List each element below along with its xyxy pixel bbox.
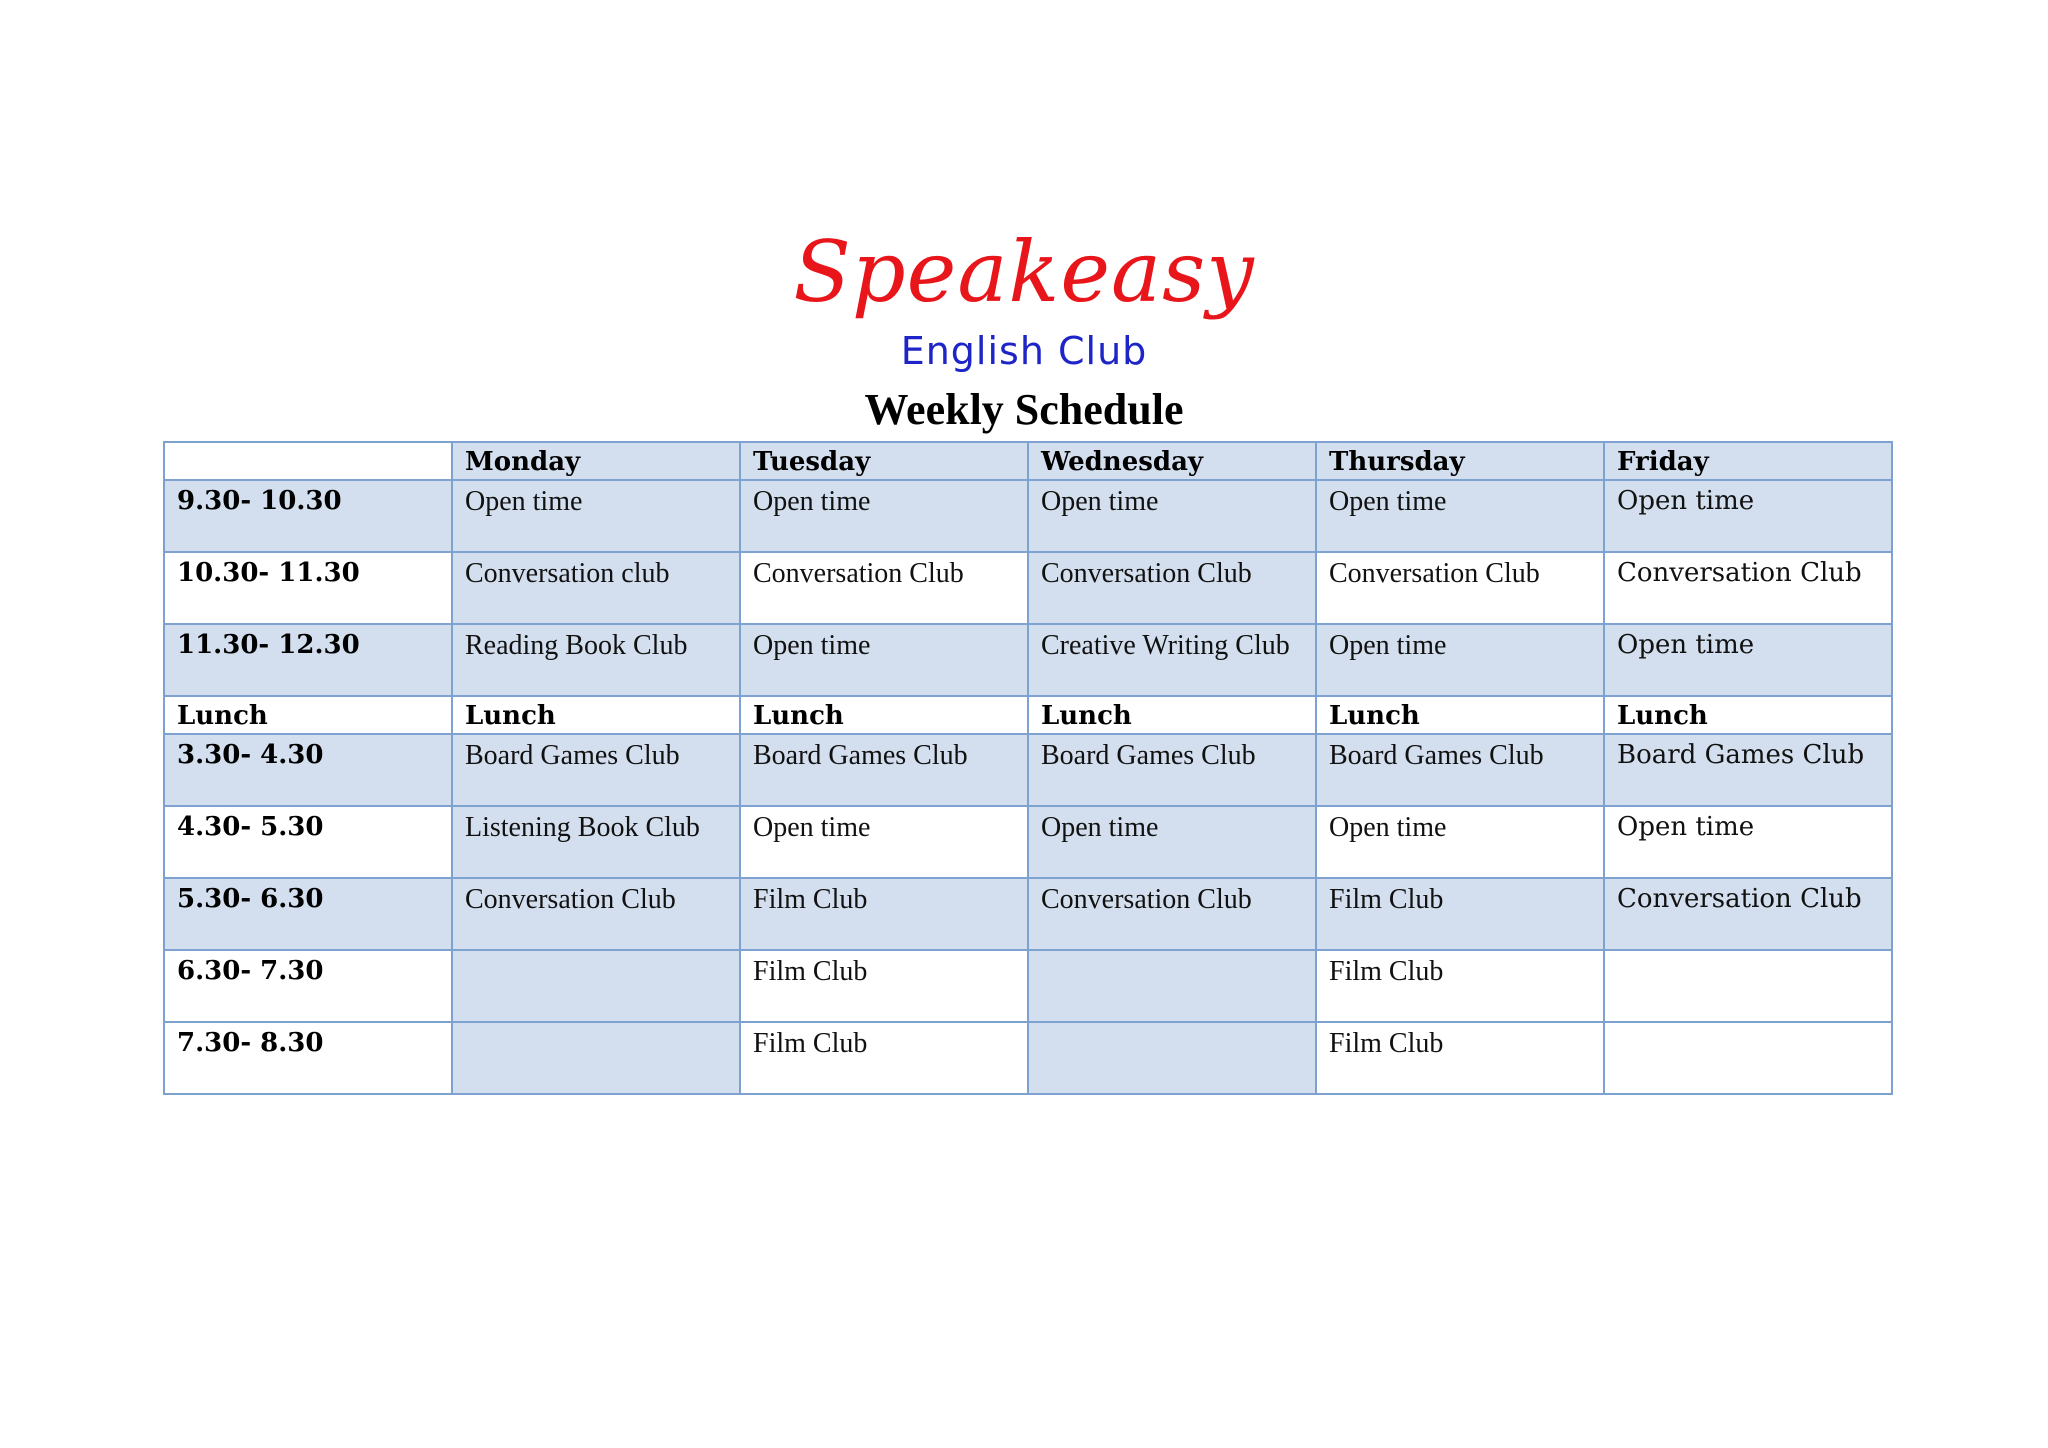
header-monday: Monday xyxy=(452,442,740,480)
activity-cell: Board Games Club xyxy=(740,734,1028,806)
activity-cell xyxy=(1028,1022,1316,1094)
activity-cell: Film Club xyxy=(1316,878,1604,950)
activity-cell: Board Games Club xyxy=(1316,734,1604,806)
lunch-cell: Lunch xyxy=(452,696,740,734)
activity-cell: Open time xyxy=(740,480,1028,552)
header-corner xyxy=(164,442,452,480)
activity-cell: Film Club xyxy=(740,950,1028,1022)
table-row xyxy=(164,624,1892,696)
activity-cell: Open time xyxy=(1028,480,1316,552)
activity-cell: Conversation Club xyxy=(452,878,740,950)
lunch-cell: Lunch xyxy=(740,696,1028,734)
table-row xyxy=(164,806,1892,878)
time-cell: 4.30- 5.30 xyxy=(164,806,452,878)
lunch-cell: Lunch xyxy=(1028,696,1316,734)
lunch-cell: Lunch xyxy=(1316,696,1604,734)
activity-cell: Open time xyxy=(452,480,740,552)
table-row xyxy=(164,734,1892,806)
header-tuesday: Tuesday xyxy=(740,442,1028,480)
activity-cell xyxy=(452,1022,740,1094)
activity-cell: Open time xyxy=(740,806,1028,878)
activity-cell: Conversation Club xyxy=(1604,552,1892,624)
activity-cell xyxy=(452,950,740,1022)
table-row xyxy=(164,1022,1892,1094)
activity-cell: Conversation Club xyxy=(1604,878,1892,950)
activity-cell: Conversation Club xyxy=(1028,552,1316,624)
lunch-cell: Lunch xyxy=(1604,696,1892,734)
lunch-cell: Lunch xyxy=(164,696,452,734)
activity-cell: Conversation Club xyxy=(1028,878,1316,950)
table-row xyxy=(164,878,1892,950)
brand-subtitle: English Club xyxy=(900,329,1148,373)
time-cell: 9.30- 10.30 xyxy=(164,480,452,552)
activity-cell: Listening Book Club xyxy=(452,806,740,878)
activity-cell: Film Club xyxy=(740,878,1028,950)
activity-cell: Conversation Club xyxy=(740,552,1028,624)
activity-cell: Film Club xyxy=(1316,1022,1604,1094)
activity-cell: Open time xyxy=(1604,480,1892,552)
activity-cell: Board Games Club xyxy=(452,734,740,806)
table-row xyxy=(164,950,1892,1022)
schedule-table xyxy=(163,441,1893,1095)
activity-cell: Reading Book Club xyxy=(452,624,740,696)
activity-cell: Open time xyxy=(1316,480,1604,552)
activity-cell: Open time xyxy=(1316,806,1604,878)
activity-cell xyxy=(1028,950,1316,1022)
activity-cell: Open time xyxy=(1316,624,1604,696)
activity-cell: Board Games Club xyxy=(1604,734,1892,806)
activity-cell: Creative Writing Club xyxy=(1028,624,1316,696)
activity-cell: Open time xyxy=(740,624,1028,696)
brand-name: Speakeasy xyxy=(793,223,1255,321)
header-row xyxy=(164,442,1892,480)
time-cell: 11.30- 12.30 xyxy=(164,624,452,696)
time-cell: 5.30- 6.30 xyxy=(164,878,452,950)
header-friday: Friday xyxy=(1604,442,1892,480)
header-thursday: Thursday xyxy=(1316,442,1604,480)
activity-cell: Board Games Club xyxy=(1028,734,1316,806)
activity-cell: Conversation Club xyxy=(1316,552,1604,624)
table-row xyxy=(164,480,1892,552)
activity-cell xyxy=(1604,950,1892,1022)
time-cell: 10.30- 11.30 xyxy=(164,552,452,624)
time-cell: 6.30- 7.30 xyxy=(164,950,452,1022)
time-cell: 7.30- 8.30 xyxy=(164,1022,452,1094)
lunch-row xyxy=(164,696,1892,734)
activity-cell: Film Club xyxy=(1316,950,1604,1022)
activity-cell: Open time xyxy=(1604,624,1892,696)
page-title: Weekly Schedule xyxy=(864,385,1184,434)
activity-cell: Conversation club xyxy=(452,552,740,624)
activity-cell: Film Club xyxy=(740,1022,1028,1094)
time-cell: 3.30- 4.30 xyxy=(164,734,452,806)
activity-cell: Open time xyxy=(1604,806,1892,878)
activity-cell xyxy=(1604,1022,1892,1094)
table-row xyxy=(164,552,1892,624)
activity-cell: Open time xyxy=(1028,806,1316,878)
header-wednesday: Wednesday xyxy=(1028,442,1316,480)
